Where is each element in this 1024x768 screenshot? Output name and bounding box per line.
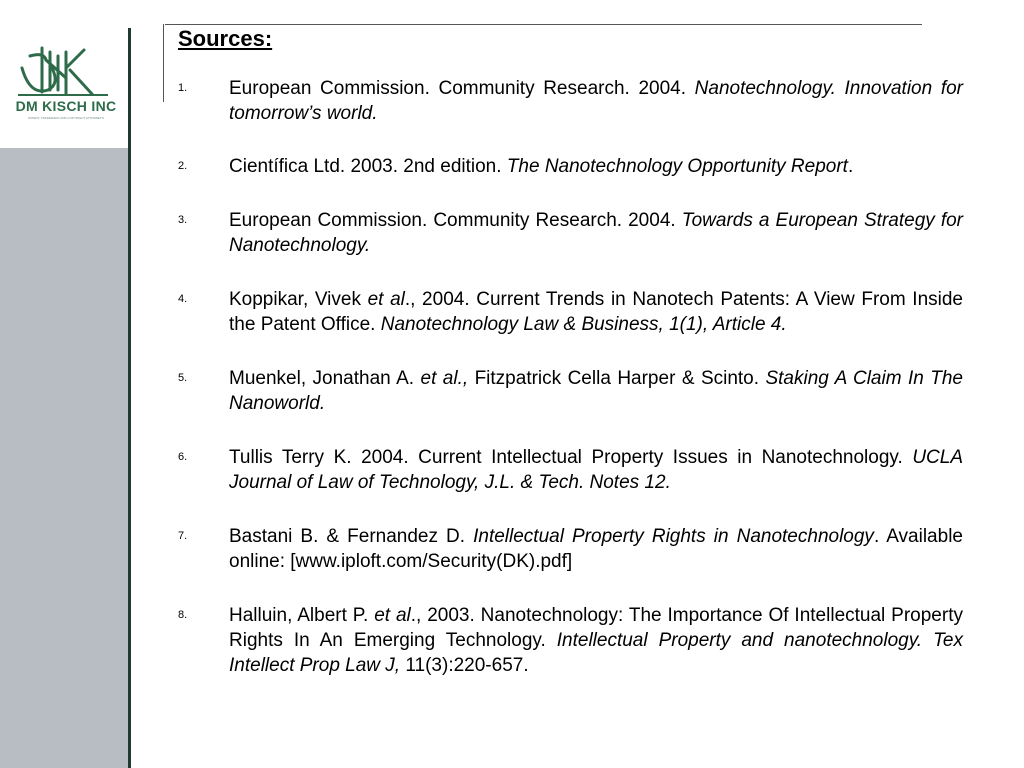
header-rule <box>165 24 922 25</box>
logo-tagline: PATENT, TRADEMARK AND COPYRIGHT ATTORNEYS <box>28 117 104 120</box>
citation-italic: The Nanotechnology Opportunity Report <box>506 156 848 177</box>
citation-text <box>229 208 963 258</box>
citation-text <box>229 366 963 416</box>
citation-plain: Halluin, Albert P. <box>229 605 375 626</box>
source-item <box>178 76 964 126</box>
citation-text <box>229 287 963 337</box>
citation-plain: Koppikar, Vivek <box>229 289 368 310</box>
source-item <box>178 154 964 179</box>
citation-plain: Científica Ltd. 2003. 2nd edition. <box>229 156 507 177</box>
citation-text <box>229 76 963 126</box>
citation-plain: 11(3):220-657. <box>400 655 529 676</box>
citation-italic: et al., <box>420 368 469 389</box>
source-item <box>178 445 964 495</box>
citation-text <box>229 445 963 495</box>
citation-plain: Muenkel, Jonathan A. <box>229 368 421 389</box>
source-item <box>178 524 964 574</box>
sidebar-panel <box>0 148 128 768</box>
source-item <box>178 287 964 337</box>
item-number: 8. <box>178 609 188 621</box>
citation-plain: ., 2003. Nanotechnology: The Importance Of Intellectual Property Rights In An Emerging Technology. <box>229 605 963 651</box>
source-item <box>178 603 964 678</box>
citation-plain: . <box>847 156 854 177</box>
header-left-rule <box>163 24 164 102</box>
citation-italic: et al <box>367 289 405 310</box>
citation-italic: Nanotechnology Law & Business, 1(1), Article 4. <box>380 314 787 335</box>
citation-plain: Bastani B. & Fernandez D. <box>229 526 474 547</box>
citation-italic: Towards a European Strategy for Nanotechnology. <box>229 210 963 256</box>
source-item <box>178 208 964 258</box>
citation-plain: European Commission. Community Research. 2004. <box>229 78 695 99</box>
citation-text <box>229 524 963 574</box>
source-item <box>178 366 964 416</box>
sidebar-divider <box>128 28 131 768</box>
citation-text <box>229 154 963 179</box>
citation-italic: Intellectual Property Rights in Nanotechnology <box>473 526 874 547</box>
citation-italic: Nanotechnology. Innovation for tomorrow’s world. <box>229 78 963 124</box>
citation-italic: et al <box>374 605 411 626</box>
citation-plain: European Commission. Community Research. 2004. <box>229 210 682 231</box>
sources-list <box>178 76 964 678</box>
slide-title: Sources: <box>178 26 273 51</box>
citation-text <box>229 603 963 678</box>
citation-italic: UCLA Journal of Law of Technology, J.L. & Tech. Notes 12. <box>229 447 963 493</box>
item-number: 7. <box>178 530 188 542</box>
item-number: 5. <box>178 372 188 384</box>
item-number: 1. <box>178 82 188 94</box>
item-number: 6. <box>178 451 188 463</box>
citation-plain: . Available online: [www.iploft.com/Security(DK).pdf] <box>229 526 963 572</box>
item-number: 3. <box>178 214 188 226</box>
citation-italic: Staking A Claim In The Nanoworld. <box>229 368 963 414</box>
logo-name: DM KISCH INC <box>15 98 117 114</box>
item-number: 2. <box>178 160 188 172</box>
citation-plain: Tullis Terry K. 2004. Current Intellectual Property Issues in Nanotechnology. <box>229 447 913 468</box>
citation-plain: ., 2004. Current Trends in Nanotech Patents: A View From Inside the Patent Office. <box>229 289 963 335</box>
item-number: 4. <box>178 293 188 305</box>
citation-italic: Intellectual Property and nanotechnology. Tex Intellect Prop Law J, <box>229 630 963 676</box>
sidebar <box>0 0 132 768</box>
citation-plain: Fitzpatrick Cella Harper & Scinto. <box>468 368 766 389</box>
